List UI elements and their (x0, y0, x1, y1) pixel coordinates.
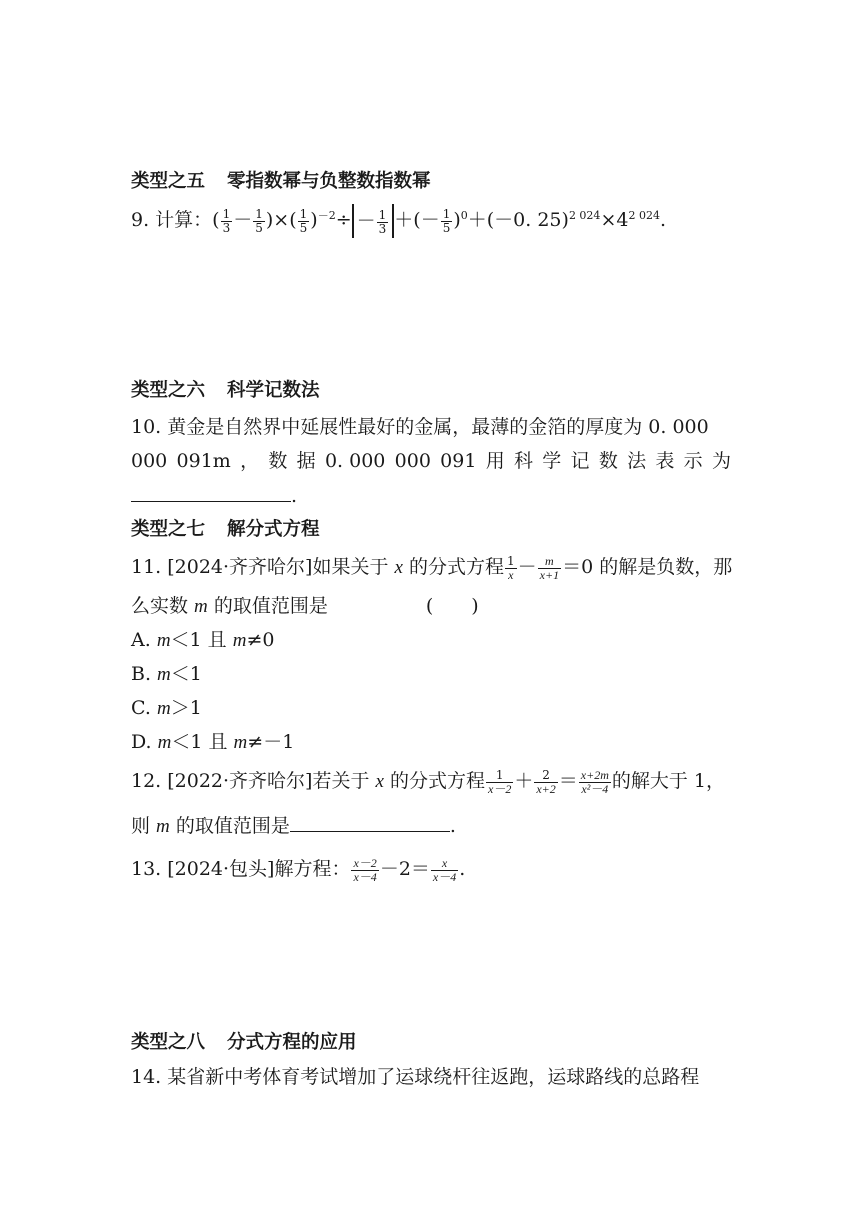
question-9: 9. 计算：( $\frac{1}{3}$ － $\frac{1}{5}$ )×( $\frac{1}{5}$ )$^{-2}$÷ － $\frac{1}{3}$ ＋(－ $\frac{1}{5}$ )$^0$＋(－0. $25)^{2 024}\times 4^{2 024}$. (131, 203, 666, 237)
fraction: $\frac{1}{5}$ (299, 206, 308, 235)
fraction: $\frac{1}{x-2}$ (488, 767, 512, 796)
question-13: 13. [2024·包头]解方程： $\frac{x-2}{x-4}$ －2＝ $\frac{x}{x-4}$ . (131, 855, 466, 884)
fraction: $\frac{1}{5}$ (255, 206, 263, 235)
answer-bracket[interactable]: ( ) (425, 595, 479, 617)
question-14: 14. 某省新中考体育考试增加了运球绕杆往返跑，运球路线的总路程 (131, 1066, 700, 1088)
question-12-line-2: 则 m 的取值范围是 . (131, 815, 456, 837)
section-heading-7: 类型之七 解分式方程 (131, 519, 320, 540)
fraction: $\frac{2}{x+2}$ (536, 767, 556, 796)
section-heading-5: 类型之五 零指数幂与负整数指数幂 (131, 171, 431, 192)
absolute-value: － $\frac{1}{3}$ (352, 204, 395, 238)
section-heading-8: 类型之八 分式方程的应用 (131, 1032, 357, 1053)
fraction: $\frac{m}{x+1}$ (539, 553, 560, 582)
question-11-line-1: 11. [2024·齐齐哈尔]如果关于 x 的分式方程 $\frac{1}{x}$ － $\frac{m}{x+1}$ ＝0 的解是负数，那 (131, 553, 733, 582)
option-b[interactable]: B. m＜1 (131, 663, 202, 685)
fraction: $\frac{1}{3}$ (222, 206, 231, 235)
question-10-line-1: 10. 黄金是自然界中延展性最好的金属，最薄的金箔的厚度为 0. 000 (131, 416, 709, 438)
fraction: $\frac{1}{5}$ (442, 206, 451, 235)
fraction: $\frac{x-2}{x-4}$ (353, 855, 377, 884)
answer-blank[interactable] (290, 813, 450, 832)
option-a[interactable]: A. m＜1 且 m≠0 (131, 629, 275, 651)
question-12-line-1: 12. [2022·齐齐哈尔]若关于 x 的分式方程 $\frac{1}{x-2}$ ＋ $\frac{2}{x+2}$ ＝ $\frac{x+2m}{\text{x²－4}}$ 的解大于 1， (131, 767, 726, 796)
question-10-line-3: . (131, 483, 297, 508)
fraction: $\frac{x+2m}{\text{x²－4}}$ (580, 767, 609, 796)
section-heading-6: 类型之六 科学记数法 (131, 380, 320, 401)
fraction: $\frac{1}{x}$ (507, 553, 515, 582)
fraction: $\frac{x}{x-4}$ (432, 855, 457, 884)
answer-blank[interactable] (131, 483, 291, 502)
question-10-line-2: 000 091m ， 数 据 0. 000 000 091 用 科 学 记 数 法 表 示 为 (131, 450, 731, 472)
option-c[interactable]: C. m＞1 (131, 697, 202, 719)
option-d[interactable]: D. m＜1 且 m≠－1 (131, 731, 295, 753)
question-11-line-2: 么实数 m 的取值范围是 ( ) (131, 595, 479, 617)
fraction: $\frac{1}{3}$ (378, 207, 387, 236)
